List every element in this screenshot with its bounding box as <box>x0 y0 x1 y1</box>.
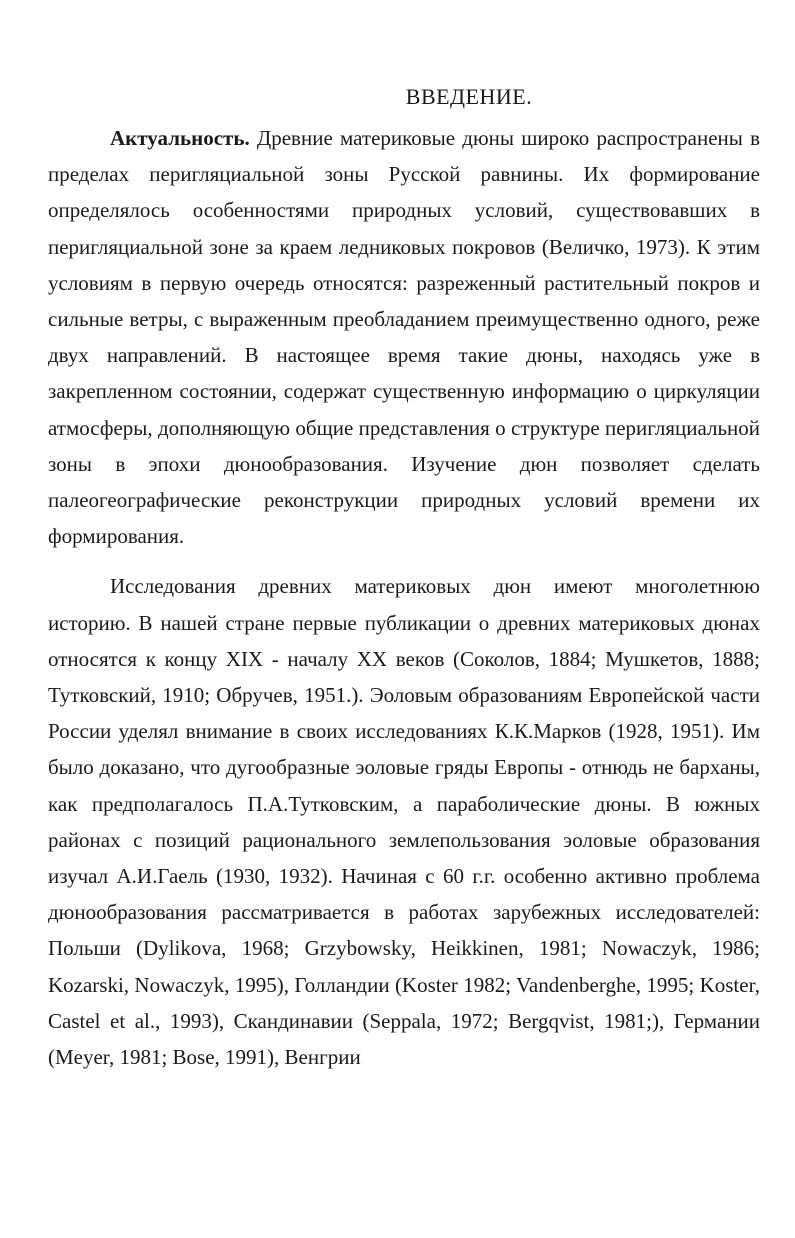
history-paragraph: Исследования древних материковых дюн имеют многолетнюю историю. В нашей стране первые публикации о древних материковых дюнах относятся к концу XIX - началу XX веков (Соколов, 1884; Мушкетов, 1888; Тутковский, 1910; Обручев, 1951.). Эоловым образованиям Европейской части России уделял внимание в своих исследованиях К.К.Марков (1928, 1951). Им было доказано, что дугообразные эоловые гряды Европы - отнюдь не барханы, как предполагалось П.А.Тутковским, а параболические дюны. В южных районах с позиций рационального землепользования эоловые образования изучал А.И.Гаель (1930, 1932). Начиная с 60 г.г. особенно активно проблема дюнообразования рассматривается в работах зарубежных исследователей: Польши (Dylikova, 1968; Grzybowsky, Heikkinen, 1981; Nowaczyk, 1986; Kozarski, Nowaczyk, 1995), Голландии (Koster 1982; Vandenberghe, 1995; Koster, Castel et al., 1993), Скандинавии (Seppala, 1972; Bergqvist, 1981;), Германии (Meyer, 1981; Bose, 1991), Венгрии <box>48 574 760 1070</box>
relevance-lead: Актуальность. <box>110 126 250 150</box>
page-title: ВВЕДЕНИЕ. <box>405 84 533 109</box>
document-page <box>48 82 760 1075</box>
intro-text: Древние материковые дюны широко распространены в пределах перигляциальной зоны Русской равнины. Их формирование определялось особенностями природных условий, существовавших в перигляциальной зоне за краем ледниковых покровов (Величко, 1973). К этим условиям в первую очередь относятся: разреженный растительный покров и сильные ветры, с выраженным преобладанием преимущественно одного, реже двух направлений. В настоящее время такие дюны, находясь уже в закрепленном состоянии, содержат существенную информацию о циркуляции атмосферы, дополняющую общие представления о структуре перигляциальной зоны в эпохи дюнообразования. Изучение дюн позволяет сделать палеогеографические реконструкции природных условий времени их формирования. <box>48 126 760 549</box>
intro-paragraph <box>48 120 760 554</box>
